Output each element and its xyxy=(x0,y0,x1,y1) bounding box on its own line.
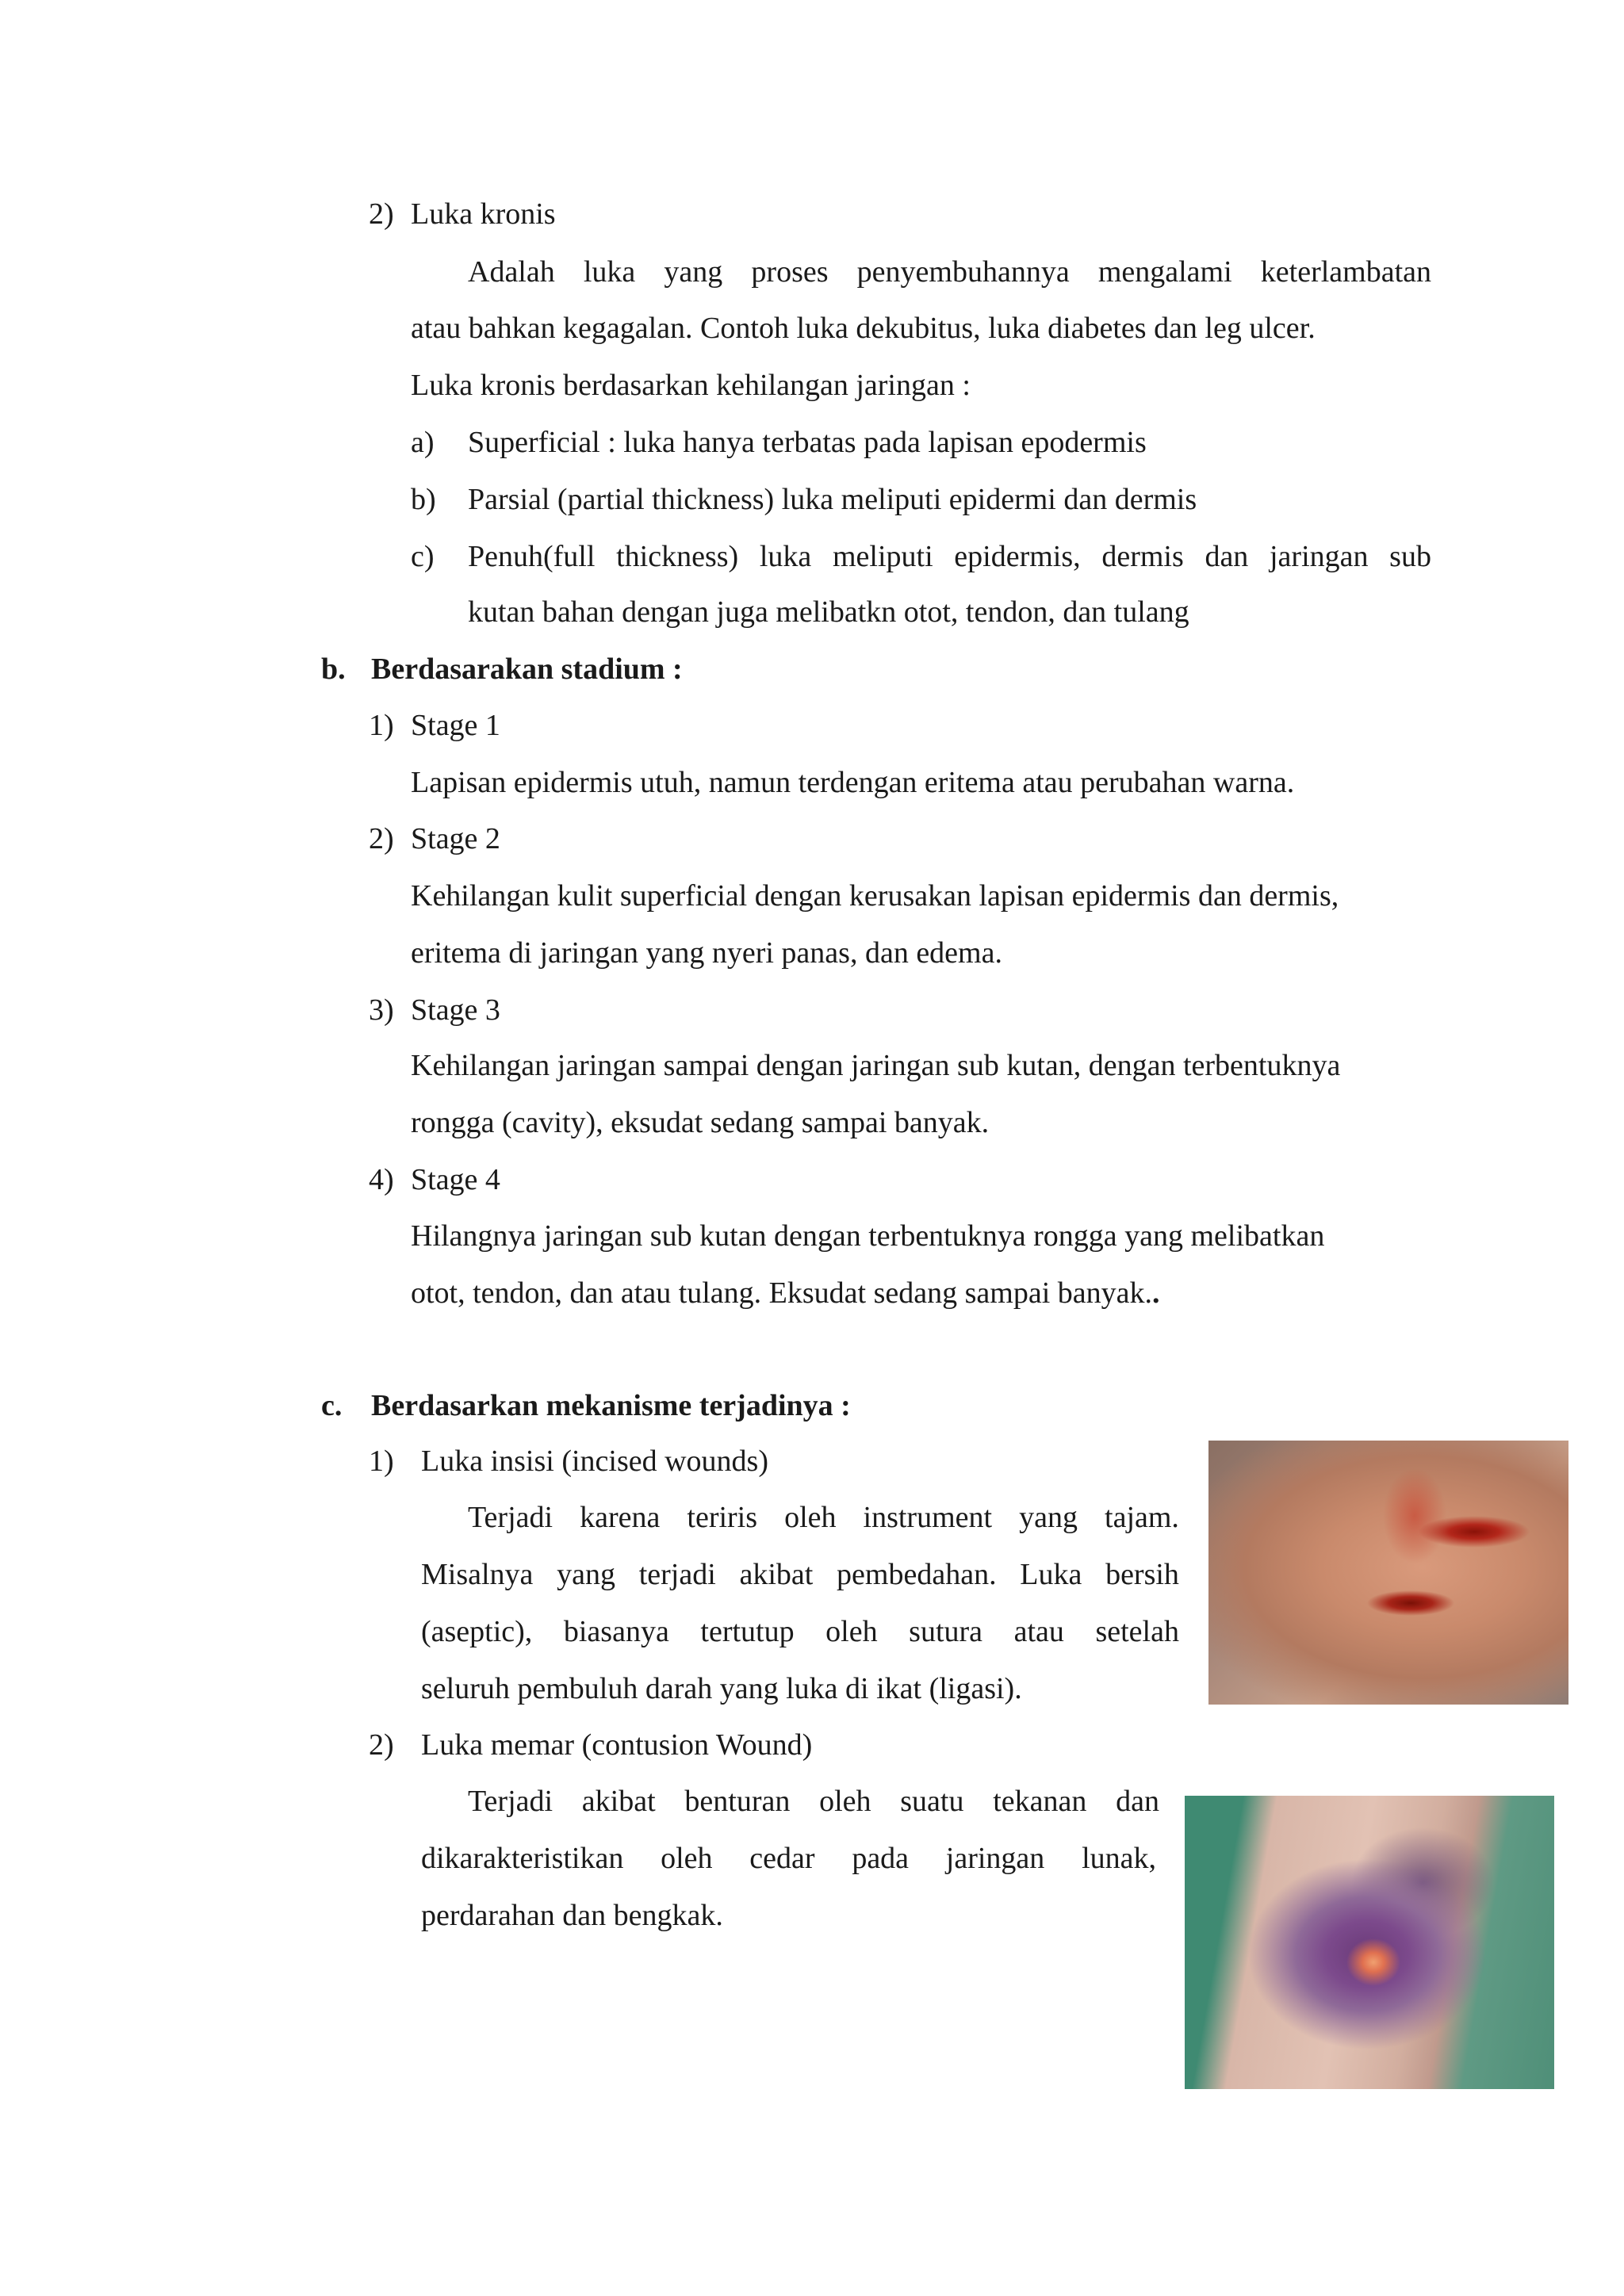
word: suatu xyxy=(900,1785,964,1818)
paragraph-line: eritema di jaringan yang nyeri panas, dan edema. xyxy=(411,936,1002,970)
word: instrument xyxy=(863,1501,993,1534)
paragraph-line: seluruh pembuluh darah yang luka di ikat (ligasi). xyxy=(421,1672,1022,1705)
item-number: 3) xyxy=(369,993,394,1027)
word: Terjadi xyxy=(468,1501,553,1534)
word: oleh xyxy=(819,1785,871,1818)
word: oleh xyxy=(784,1501,837,1534)
list-label: a) xyxy=(411,426,435,459)
item-title: Stage 3 xyxy=(411,993,500,1027)
word: akibat xyxy=(739,1558,814,1591)
final-period: . xyxy=(1152,1276,1160,1310)
section-heading: Berdasarakan stadium : xyxy=(371,652,683,686)
word: karena xyxy=(580,1501,661,1534)
word: mengalami xyxy=(1097,255,1232,289)
word: oleh xyxy=(661,1842,713,1875)
paragraph-line xyxy=(411,1274,1160,1312)
word: atau xyxy=(1013,1615,1064,1648)
paragraph-line xyxy=(421,1613,1179,1651)
word: Luka xyxy=(1020,1558,1082,1591)
incised-wound-photo xyxy=(1208,1441,1568,1705)
word: terjadi xyxy=(638,1558,716,1591)
paragraph-line xyxy=(421,1556,1179,1594)
word: thickness) xyxy=(616,540,739,573)
word: jaringan xyxy=(1269,540,1369,573)
word: luka xyxy=(583,255,636,289)
item-number: 2) xyxy=(369,1728,394,1762)
word: luka xyxy=(759,540,812,573)
word: tekanan xyxy=(993,1785,1087,1818)
list-label: c) xyxy=(411,540,435,573)
section-letter: c. xyxy=(321,1389,343,1422)
paragraph-line: perdarahan dan bengkak. xyxy=(421,1899,723,1932)
word: bersih xyxy=(1105,1558,1179,1591)
item-title: Stage 4 xyxy=(411,1163,500,1196)
paragraph-line: Lapisan epidermis utuh, namun terdengan eritema atau perubahan warna. xyxy=(411,766,1295,799)
word: lunak, xyxy=(1082,1842,1156,1875)
section-letter: b. xyxy=(321,652,346,686)
list-item: Superficial : luka hanya terbatas pada lapisan epodermis xyxy=(468,426,1147,459)
word: setelah xyxy=(1095,1615,1179,1648)
word: proses xyxy=(751,255,829,289)
word: dan xyxy=(1205,540,1249,573)
item-title: Luka kronis xyxy=(411,197,556,231)
paragraph-line: Kehilangan jaringan sampai dengan jaringan sub kutan, dengan terbentuknya xyxy=(411,1049,1341,1082)
contusion-wound-photo xyxy=(1185,1796,1554,2089)
word: penyembuhannya xyxy=(856,255,1070,289)
word: dan xyxy=(1116,1785,1159,1818)
paragraph-line: rongga (cavity), eksudat sedang sampai banyak. xyxy=(411,1106,990,1139)
paragraph-line: Kehilangan kulit superficial dengan kerusakan lapisan epidermis dan dermis, xyxy=(411,879,1339,913)
word: yang xyxy=(557,1558,616,1591)
paragraph-line: atau bahkan kegagalan. Contoh luka dekubitus, luka diabetes dan leg ulcer. xyxy=(411,312,1316,345)
paragraph-line xyxy=(468,253,1431,291)
word: benturan xyxy=(684,1785,791,1818)
item-number: 1) xyxy=(369,1445,394,1478)
list-item-continuation: kutan bahan dengan juga melibatkn otot, tendon, dan tulang xyxy=(468,595,1189,629)
word: (aseptic), xyxy=(421,1615,533,1648)
paragraph-line: Luka kronis berdasarkan kehilangan jaringan : xyxy=(411,369,971,402)
paragraph-line: Hilangnya jaringan sub kutan dengan terbentuknya rongga yang melibatkan xyxy=(411,1219,1325,1253)
word: Penuh(full xyxy=(468,540,596,573)
item-title: Stage 2 xyxy=(411,822,500,855)
list-item xyxy=(468,538,1431,576)
item-title: Luka insisi (incised wounds) xyxy=(421,1445,769,1478)
word: yang xyxy=(664,255,723,289)
word: biasanya xyxy=(563,1615,669,1648)
word: keterlambatan xyxy=(1260,255,1431,289)
word: Adalah xyxy=(468,255,555,289)
section-heading: Berdasarkan mekanisme terjadinya : xyxy=(371,1389,851,1422)
word: yang xyxy=(1019,1501,1078,1534)
word: cedar xyxy=(749,1842,815,1875)
word: oleh xyxy=(825,1615,878,1648)
word: sutura xyxy=(909,1615,983,1648)
word: teriris xyxy=(687,1501,758,1534)
word: Misalnya xyxy=(421,1558,534,1591)
word: dikarakteristikan xyxy=(421,1842,624,1875)
word: dermis xyxy=(1101,540,1184,573)
word: jaringan xyxy=(945,1842,1045,1875)
list-label: b) xyxy=(411,483,436,516)
paragraph-text: otot, tendon, dan atau tulang. Eksudat sedang sampai banyak. xyxy=(411,1276,1152,1310)
item-number: 4) xyxy=(369,1163,394,1196)
word: akibat xyxy=(581,1785,656,1818)
list-item: Parsial (partial thickness) luka meliputi epidermi dan dermis xyxy=(468,483,1197,516)
paragraph-line xyxy=(468,1782,1159,1820)
item-title: Stage 1 xyxy=(411,709,500,742)
word: tajam. xyxy=(1105,1501,1179,1534)
paragraph-line xyxy=(421,1839,1156,1877)
word: pembedahan. xyxy=(837,1558,997,1591)
word: sub xyxy=(1389,540,1431,573)
item-number: 2) xyxy=(369,197,394,231)
paragraph-line xyxy=(468,1498,1179,1536)
word: epidermis, xyxy=(954,540,1081,573)
word: pada xyxy=(852,1842,910,1875)
item-number: 1) xyxy=(369,709,394,742)
item-title: Luka memar (contusion Wound) xyxy=(421,1728,813,1762)
word: meliputi xyxy=(832,540,933,573)
word: tertutup xyxy=(700,1615,795,1648)
item-number: 2) xyxy=(369,822,394,855)
word: Terjadi xyxy=(468,1785,553,1818)
